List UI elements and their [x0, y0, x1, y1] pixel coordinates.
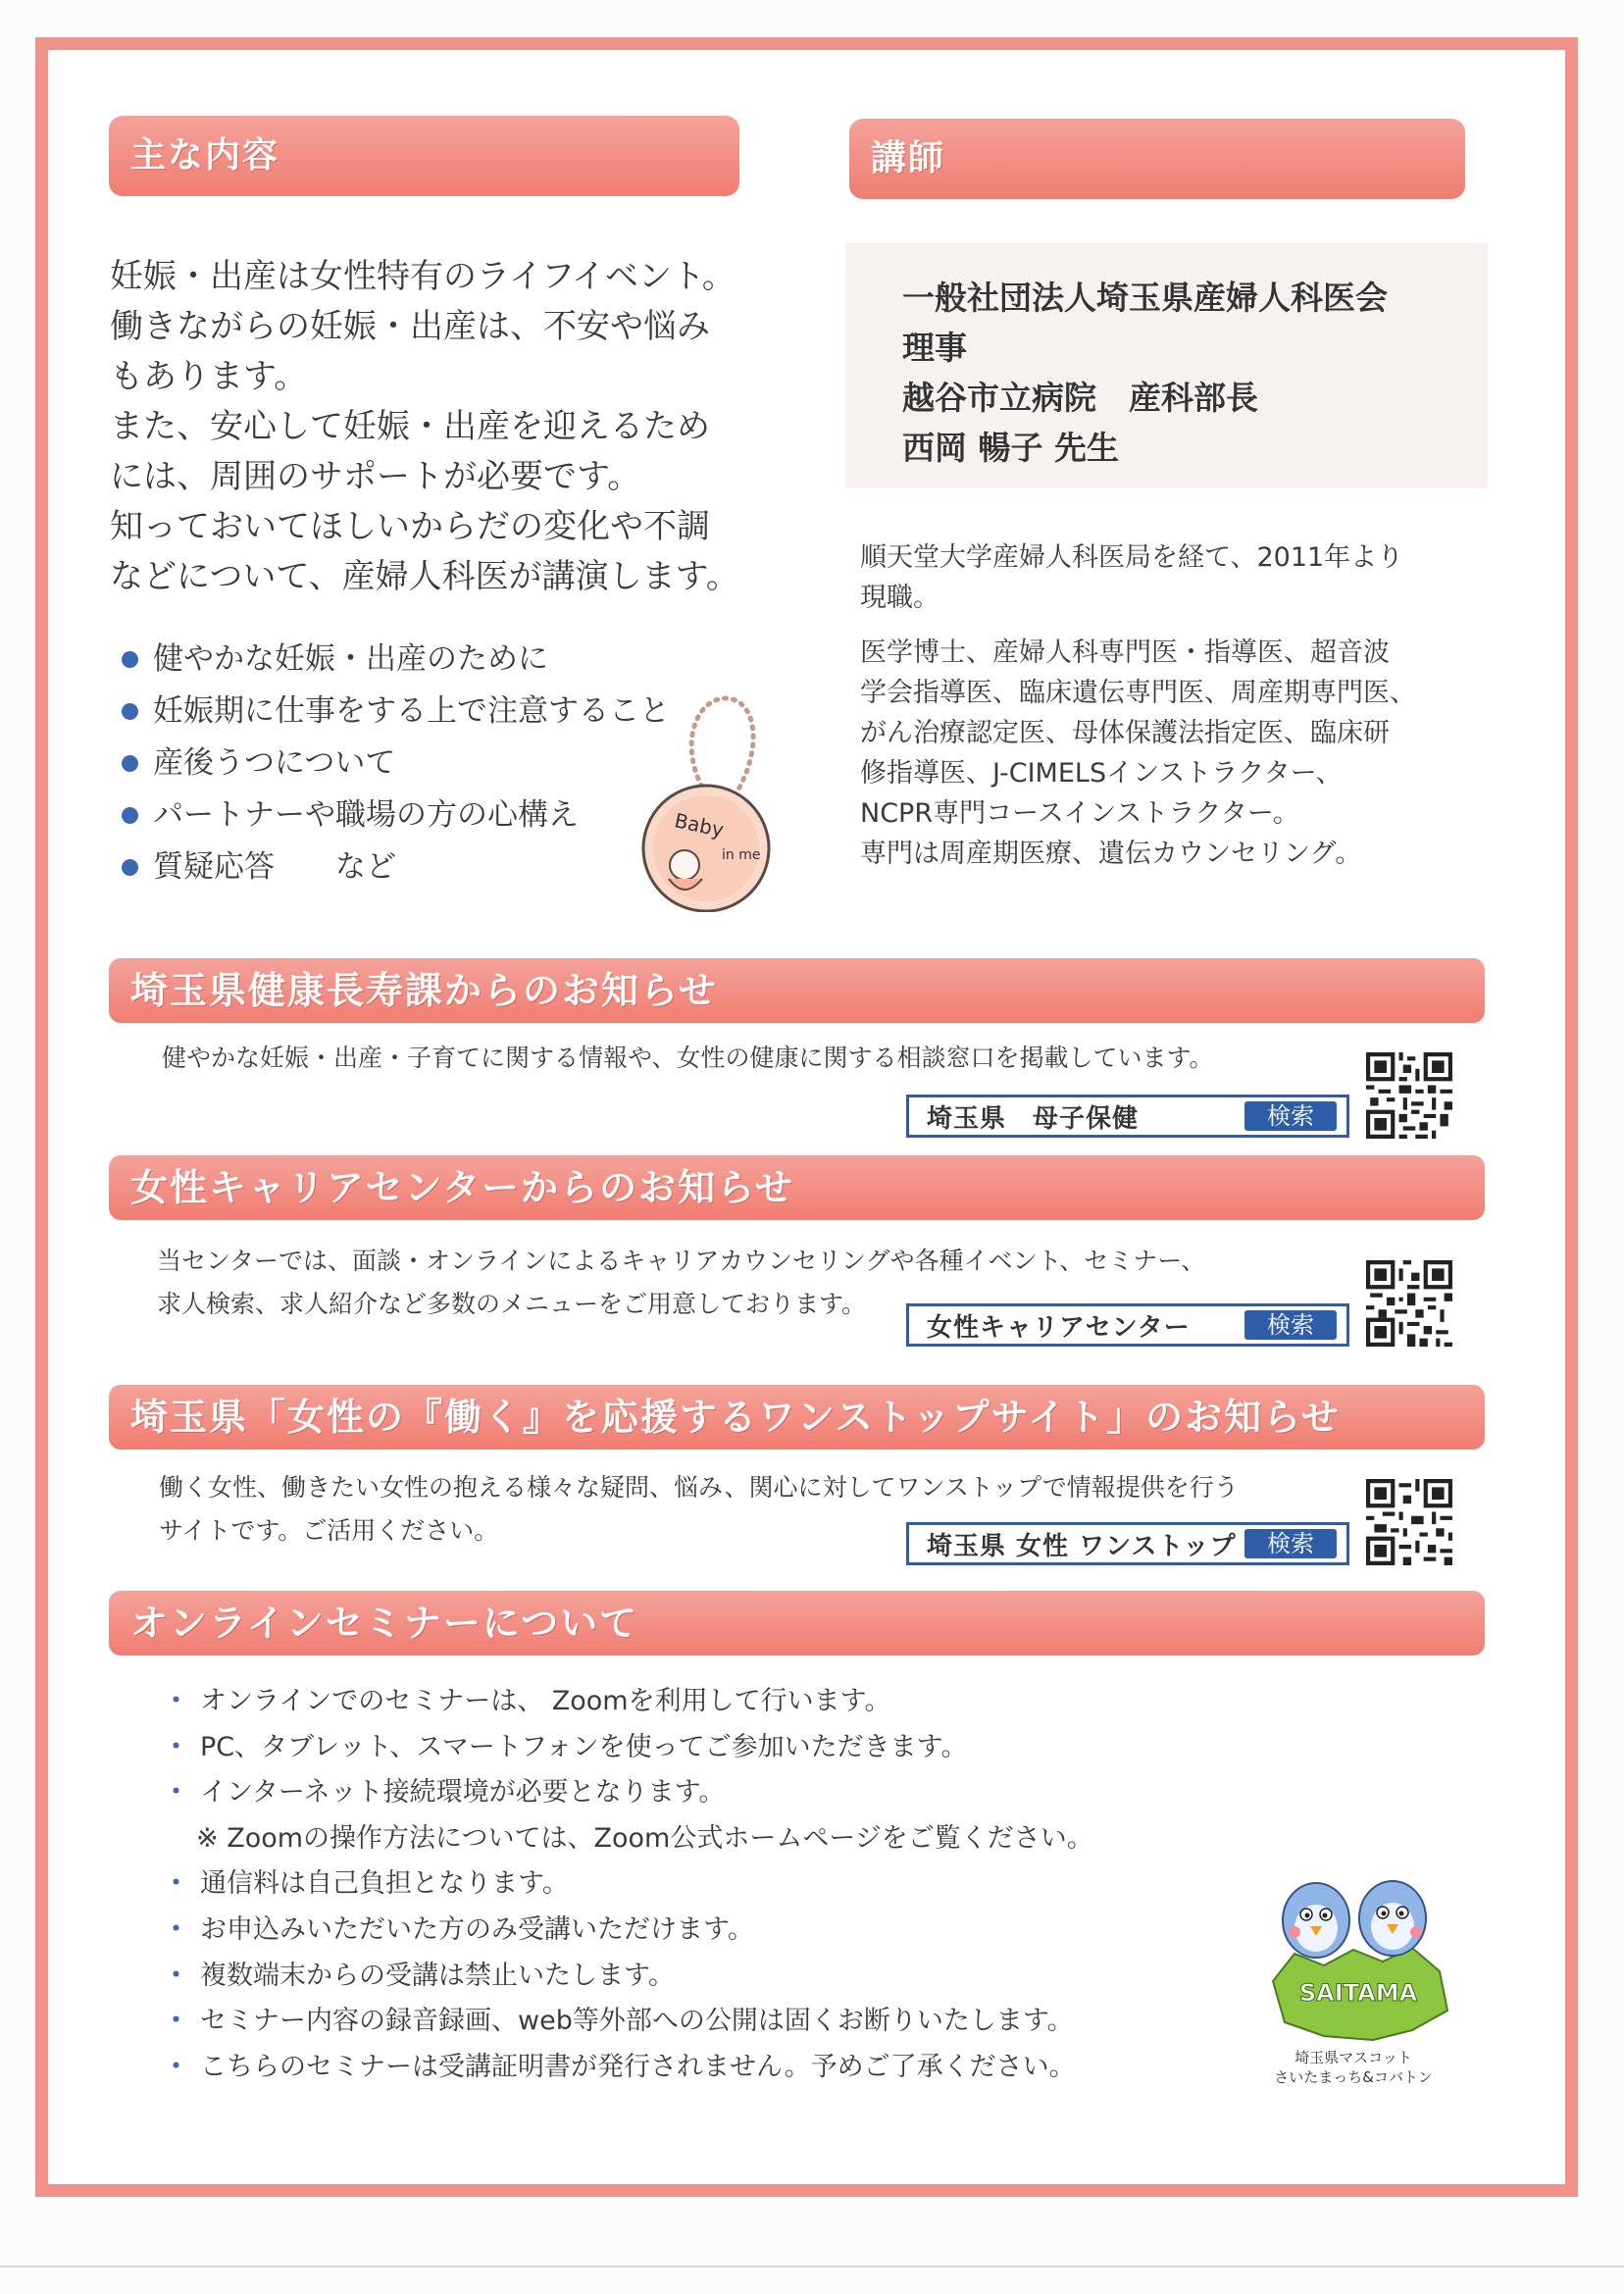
seminar-note: ・ 複数端末からの受講は禁止いたします。 — [169, 1954, 1093, 2000]
bio-line: 専門は周産期医療、遺伝カウンセリング。 — [860, 839, 1362, 869]
caption-line: さいたまっち&コバトン — [1274, 2068, 1433, 2086]
bio-line: 修指導医、J-CIMELSインストラクター、 — [860, 758, 1343, 789]
search-button[interactable]: 検索 — [1244, 1529, 1337, 1558]
caption-line: 埼玉県マスコット — [1294, 2049, 1412, 2066]
onestop-section-heading: 埼玉県「女性の『働く』を応援するワンストップサイト」のお知らせ — [109, 1385, 1485, 1450]
bio-line: 医学博士、産婦人科専門医・指導医、超音波 — [860, 637, 1390, 668]
scan-edge-line — [0, 2266, 1624, 2268]
seminar-note: ・ PC、タブレット、スマートフォンを使ってご参加いただきます。 — [169, 1725, 1093, 1771]
online-seminar-list — [169, 1679, 1093, 2090]
seminar-note: ・ お申込みいただいた方のみ受講いただけます。 — [169, 1908, 1093, 1954]
lecturer-bio-career — [860, 537, 1478, 618]
mascot-label: SAITAMA — [1298, 1979, 1418, 2007]
seminar-note: ・ 通信料は自己負担となります。 — [169, 1861, 1093, 1908]
topic-item: 産後うつについて — [122, 738, 670, 790]
search-query: 埼玉県 女性 ワンストップ — [927, 1531, 1237, 1561]
paragraph-line: 働きながらの妊娠・出産は、不安や悩み — [110, 307, 710, 346]
baby-in-me-badge-icon — [628, 687, 785, 912]
lecturer-heading: 講師 — [849, 119, 1465, 199]
topic-item: 質疑応答 など — [122, 841, 670, 893]
mascot-caption — [1260, 2048, 1446, 2087]
main-content-paragraph — [110, 252, 739, 602]
lecturer-line: 越谷市立病院 産科部長 — [902, 379, 1258, 417]
main-content-heading: 主な内容 — [109, 116, 739, 196]
seminar-subnote: ※ Zoomの操作方法については、Zoom公式ホームページをご覧ください。 — [196, 1822, 1093, 1854]
saitama-mascot-icon — [1255, 1863, 1461, 2050]
lecturer-line: 一般社団法人埼玉県産婦人科医会 — [902, 279, 1388, 317]
topic-item: 健やかな妊娠・出産のために — [122, 634, 670, 686]
topic-list — [122, 634, 670, 893]
topic-item: パートナーや職場の方の心構え — [122, 790, 670, 841]
search-query: 女性キャリアセンター — [927, 1312, 1191, 1343]
career-search-box[interactable] — [906, 1303, 1349, 1347]
search-query: 埼玉県 母子保健 — [927, 1103, 1140, 1134]
health-section-text: 健やかな妊娠・出産・子育てに関する情報や、女性の健康に関する相談窓口を掲載しています。 — [162, 1044, 1214, 1072]
text-line: サイトです。ご活用ください。 — [159, 1516, 499, 1545]
paragraph-line: もあります。 — [110, 357, 308, 396]
seminar-note: ・ セミナー内容の録音録画、web等外部への公開は固くお断りいたします。 — [169, 1999, 1093, 2045]
online-seminar-heading: オンラインセミナーについて — [109, 1591, 1485, 1656]
onestop-search-box[interactable] — [906, 1522, 1349, 1565]
bio-line: がん治療認定医、母体保護法指定医、臨床研 — [860, 718, 1390, 748]
paragraph-line: などについて、産婦人科医が講演します。 — [110, 557, 739, 596]
seminar-note: ・ インターネット接続環境が必要となります。 — [169, 1770, 1093, 1816]
qr-code-icon[interactable] — [1366, 1260, 1452, 1347]
lecturer-line: 理事 — [902, 329, 967, 367]
seminar-note: ・ オンラインでのセミナーは、 Zoomを利用して行います。 — [169, 1679, 1093, 1725]
seminar-note: ・ こちらのセミナーは受講証明書が発行されません。予めご了承ください。 — [169, 2045, 1093, 2091]
lecturer-box — [845, 243, 1488, 488]
badge-text: Baby — [672, 808, 727, 842]
search-button[interactable]: 検索 — [1244, 1101, 1337, 1131]
lecturer-bio-qualifications — [860, 633, 1478, 874]
bio-line: 学会指導医、臨床遺伝専門医、周産期専門医、 — [860, 678, 1416, 708]
badge-text: in me — [722, 847, 761, 863]
bio-line: NCPR専門コースインストラクター。 — [860, 798, 1299, 829]
lecturer-name: 西岡 暢子 先生 — [902, 429, 1119, 467]
text-line: 当センターでは、面談・オンラインによるキャリアカウンセリングや各種イベント、セミナー、 — [157, 1247, 1206, 1275]
paragraph-line: 知っておいてほしいからだの変化や不調 — [110, 507, 710, 546]
bio-line: 現職。 — [860, 583, 939, 613]
bio-line: 順天堂大学産婦人科医局を経て、2011年より — [860, 542, 1404, 573]
health-section-heading: 埼玉県健康長寿課からのお知らせ — [109, 958, 1485, 1023]
paragraph-line: また、安心して妊娠・出産を迎えるため — [110, 407, 710, 446]
paragraph-line: には、周囲のサポートが必要です。 — [110, 457, 641, 496]
text-line: 働く女性、働きたい女性の抱える様々な疑問、悩み、関心に対してワンストップで情報提供を行う — [159, 1473, 1239, 1502]
health-search-box[interactable] — [906, 1095, 1349, 1138]
qr-code-icon[interactable] — [1366, 1052, 1452, 1139]
text-line: 求人検索、求人紹介など多数のメニューをご用意しております。 — [157, 1290, 867, 1318]
qr-code-icon[interactable] — [1366, 1479, 1452, 1565]
topic-item: 妊娠期に仕事をする上で注意すること — [122, 686, 670, 738]
paragraph-line: 妊娠・出産は女性特有のライフイベント。 — [110, 257, 736, 296]
career-section-heading: 女性キャリアセンターからのお知らせ — [109, 1155, 1485, 1220]
search-button[interactable]: 検索 — [1244, 1310, 1337, 1340]
